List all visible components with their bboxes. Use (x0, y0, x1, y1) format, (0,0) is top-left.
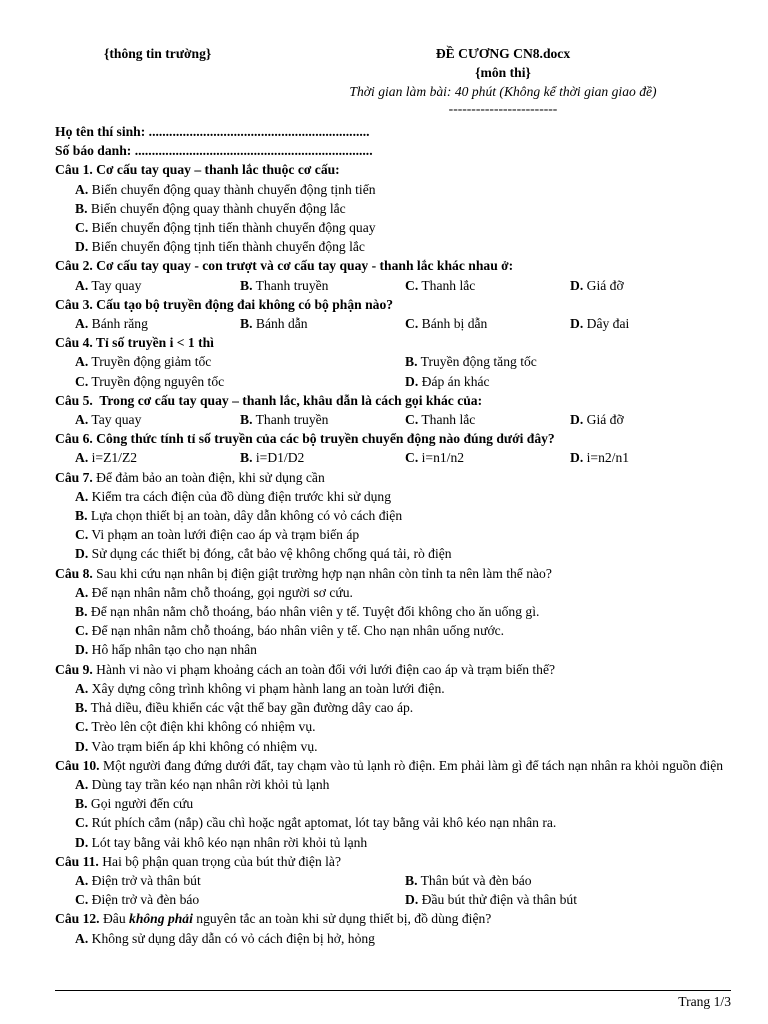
option-d (405, 890, 735, 909)
options-row (55, 890, 735, 909)
student-name-label: Họ tên thí sinh: (55, 124, 146, 139)
option-d (55, 737, 735, 756)
page-number: Trang 1/3 (678, 994, 731, 1009)
option-letter: A. (75, 412, 89, 428)
option-letter: B. (75, 508, 88, 524)
option-letter: B. (75, 604, 88, 620)
option-d (570, 276, 735, 295)
option-d (405, 372, 735, 391)
option-c (405, 448, 570, 467)
option-text: Thanh truyền (255, 412, 329, 428)
question-5 (55, 391, 735, 410)
option-d (570, 314, 735, 333)
options-row (55, 314, 735, 333)
options-row (55, 372, 735, 391)
question-2 (55, 256, 735, 275)
option-a (55, 775, 735, 794)
question-7 (55, 468, 735, 487)
option-letter: B. (240, 277, 253, 293)
question-6 (55, 429, 735, 448)
option-c (75, 372, 405, 391)
options-row (55, 410, 735, 429)
option-letter: D. (570, 316, 584, 332)
option-a (75, 871, 405, 890)
option-text: i=Z1/Z2 (91, 450, 138, 466)
option-d (55, 544, 735, 563)
option-text: Biến chuyển động quay thành chuyển động lắc (90, 200, 346, 216)
question-text: Cấu tạo bộ truyền động đai không có bộ phận nào? (92, 296, 394, 312)
option-a (55, 679, 735, 698)
option-a (55, 180, 735, 199)
option-text: i=n1/n2 (421, 450, 465, 466)
option-letter: B. (75, 796, 88, 812)
option-text: Thanh lắc (421, 412, 476, 428)
question-number: Câu 6. (55, 431, 93, 447)
option-letter: A. (75, 450, 89, 466)
option-text: Vào trạm biến áp khi không có nhiệm vụ. (91, 738, 318, 754)
option-a (55, 929, 735, 948)
question-text: Cơ cấu tay quay – thanh lắc thuộc cơ cấu: (92, 162, 340, 178)
option-text: Không sử dụng dây dẫn có vỏ cách điện bị hở, hỏng (91, 930, 375, 946)
option-d (55, 640, 735, 659)
option-letter: A. (75, 584, 89, 600)
option-text: Rút phích cắm (nắp) cầu chì hoặc ngắt aptomat, lót tay bằng vải khô kéo nạn nhân ra. (91, 815, 557, 831)
option-text: Biến chuyển động tịnh tiến thành chuyển động lắc (91, 239, 365, 255)
option-d (55, 833, 735, 852)
student-id-dots: ...................................................................... (131, 143, 373, 159)
option-b (55, 199, 735, 218)
option-text: Xây dựng công trình không vi phạm hành lang an toàn lưới điện. (91, 680, 445, 696)
option-c (405, 276, 570, 295)
question-8 (55, 564, 735, 583)
option-letter: D. (405, 892, 419, 908)
option-d (570, 448, 735, 467)
question-text: Công thức tính tỉ số truyền của các bộ truyền chuyển động nào đúng dưới đây? (92, 431, 555, 447)
student-name-dots: ................................................................. (145, 124, 370, 139)
question-4 (55, 333, 735, 352)
options-row (55, 871, 735, 890)
option-a (75, 352, 405, 371)
option-a (55, 583, 735, 602)
question-text: Hành vi nào vi phạm khoảng cách an toàn đối với lưới điện cao áp và trạm biến thế? (92, 661, 556, 677)
option-letter: C. (75, 815, 89, 831)
question-text: Một người đang đứng dưới đất, tay chạm vào tủ lạnh rò điện. Em phải làm gì để tách nạn nhân ra khỏi nguồn điện (99, 757, 724, 773)
header-left: {thông tin trường} (104, 46, 212, 61)
option-text: Truyền động giảm tốc (91, 354, 212, 370)
option-c (75, 890, 405, 909)
question-text: Cơ cấu tay quay - con trượt và cơ cấu tay quay - thanh lắc khác nhau ở: (92, 258, 514, 274)
option-text: Thả diều, điều khiển các vật thể bay gần đường dây cao áp. (90, 700, 414, 716)
option-c (55, 525, 735, 544)
option-text: Bánh bị dẫn (421, 316, 488, 332)
option-b (55, 602, 735, 621)
option-letter: D. (75, 834, 89, 850)
option-letter: A. (75, 776, 89, 792)
option-letter: D. (570, 450, 584, 466)
document-title: ĐỀ CƯƠNG CN8.docx (435, 46, 571, 61)
option-text: Bánh răng (91, 316, 148, 332)
option-text: Điện trở và thân bút (91, 872, 201, 888)
option-b (55, 506, 735, 525)
question-text: Trong cơ cấu tay quay – thanh lắc, khâu dẫn là cách gọi khác của: (92, 392, 483, 408)
question-11 (55, 852, 735, 871)
option-a (75, 314, 240, 333)
question-10 (55, 756, 735, 775)
exam-content (55, 122, 735, 948)
option-text: Biến chuyển động quay thành chuyển động tịnh tiến (91, 181, 376, 197)
question-12 (55, 909, 735, 928)
option-letter: D. (570, 412, 584, 428)
question-3 (55, 295, 735, 314)
option-text: Truyền động tăng tốc (420, 354, 537, 370)
option-c (405, 314, 570, 333)
option-letter: B. (405, 872, 418, 888)
option-c (55, 717, 735, 736)
option-b (405, 871, 735, 890)
option-letter: C. (75, 527, 89, 543)
options-row (55, 276, 735, 295)
question-number: Câu 12. (55, 911, 100, 927)
option-letter: D. (75, 642, 89, 658)
option-b (240, 314, 405, 333)
option-letter: A. (75, 354, 89, 370)
option-c (55, 813, 735, 832)
question-number: Câu 11. (55, 853, 99, 869)
question-number: Câu 5. (55, 392, 93, 408)
option-b (240, 448, 405, 467)
question-number: Câu 7. (55, 469, 93, 485)
option-b (55, 794, 735, 813)
option-text: Hô hấp nhân tạo cho nạn nhân (91, 642, 257, 658)
option-letter: B. (405, 354, 418, 370)
option-letter: C. (75, 373, 89, 389)
option-text: Lựa chọn thiết bị an toàn, dây dẫn không có vỏ cách điện (90, 508, 403, 524)
option-letter: A. (75, 680, 89, 696)
option-text: Lót tay bằng vải khô kéo nạn nhân rời khỏi tủ lạnh (91, 834, 368, 850)
option-letter: B. (75, 200, 88, 216)
option-text: Đáp án khác (421, 373, 490, 389)
option-letter: C. (75, 892, 89, 908)
option-text: i=D1/D2 (255, 450, 305, 466)
option-b (240, 410, 405, 429)
option-letter: D. (570, 277, 584, 293)
option-text: Truyền động nguyên tốc (91, 373, 225, 389)
option-a (75, 410, 240, 429)
question-number: Câu 1. (55, 162, 93, 178)
question-number: Câu 2. (55, 258, 93, 274)
question-number: Câu 4. (55, 335, 93, 351)
question-text: Để đảm bảo an toàn điện, khi sử dụng cần (92, 469, 325, 485)
option-letter: C. (75, 220, 89, 236)
question-text: Hai bộ phận quan trọng của bút thử điện là? (98, 853, 341, 869)
question-number: Câu 10. (55, 757, 100, 773)
option-text: Sử dụng các thiết bị đóng, cắt bảo vệ không chống quá tải, rò điện (91, 546, 452, 562)
student-name-line (55, 122, 735, 141)
option-text: Đầu bút thử điện và thân bút (421, 892, 577, 908)
question-9 (55, 660, 735, 679)
question-emphasis: không phải (129, 911, 193, 927)
option-text: Để nạn nhân nằm chỗ thoáng, gọi người sơ cứu. (91, 584, 353, 600)
option-text: Gọi người đến cứu (90, 796, 194, 812)
option-d (55, 237, 735, 256)
option-text: Thân bút và đèn báo (420, 872, 532, 888)
option-text: Bánh dẫn (255, 316, 308, 332)
option-text: Biến chuyển động tịnh tiến thành chuyển động quay (91, 220, 376, 236)
question-number: Câu 9. (55, 661, 93, 677)
option-text: Tay quay (91, 277, 142, 293)
option-text: Thanh lắc (421, 277, 476, 293)
student-id-line (55, 141, 735, 160)
option-letter: B. (240, 316, 253, 332)
header-divider: ------------------------ (448, 100, 558, 116)
option-text: Điện trở và đèn báo (91, 892, 200, 908)
option-letter: D. (75, 738, 89, 754)
option-text: Dùng tay trần kéo nạn nhân rời khỏi tủ lạnh (91, 776, 330, 792)
option-text: Thanh truyền (255, 277, 329, 293)
option-b (240, 276, 405, 295)
option-text: Để nạn nhân nằm chỗ thoáng, báo nhân viên y tế. Tuyệt đối không cho ăn uống gì. (90, 604, 540, 620)
option-letter: C. (75, 623, 89, 639)
option-c (55, 621, 735, 640)
options-row (55, 448, 735, 467)
option-a (75, 276, 240, 295)
option-a (75, 448, 240, 467)
option-b (405, 352, 735, 371)
option-text: Tay quay (91, 412, 142, 428)
option-letter: A. (75, 277, 89, 293)
question-text: nguyên tắc an toàn khi sử dụng thiết bị, đồ dùng điện? (192, 911, 492, 927)
question-text: Đâu (99, 911, 130, 927)
option-a (55, 487, 735, 506)
option-letter: D. (75, 239, 89, 255)
option-letter: C. (405, 316, 419, 332)
options-row (55, 352, 735, 371)
question-number: Câu 8. (55, 565, 93, 581)
option-c (405, 410, 570, 429)
subject-label: {môn thi} (475, 65, 531, 81)
option-text: Để nạn nhân nằm chỗ thoáng, báo nhân viên y tế. Cho nạn nhân uống nước. (91, 623, 505, 639)
time-note: Thời gian làm bài: 40 phút (Không kể thời gian giao đề) (349, 84, 657, 100)
student-id-label: Số báo danh: (55, 143, 132, 159)
option-text: Dây đai (586, 316, 630, 332)
header-right (318, 44, 688, 115)
option-letter: A. (75, 316, 89, 332)
option-letter: C. (405, 450, 419, 466)
option-letter: C. (405, 412, 419, 428)
question-number: Câu 3. (55, 296, 93, 312)
option-letter: B. (240, 412, 253, 428)
question-text: Tỉ số truyền i < 1 thì (92, 335, 214, 351)
option-d (570, 410, 735, 429)
option-letter: C. (405, 277, 419, 293)
option-text: Vi phạm an toàn lưới điện cao áp và trạm biến áp (91, 527, 360, 543)
option-text: Giá đỡ (586, 412, 624, 428)
option-text: Trèo lên cột điện khi không có nhiệm vụ. (91, 719, 316, 735)
option-b (55, 698, 735, 717)
option-c (55, 218, 735, 237)
option-letter: A. (75, 872, 89, 888)
option-letter: B. (75, 700, 88, 716)
option-letter: A. (75, 930, 89, 946)
option-letter: C. (75, 719, 89, 735)
option-text: i=n2/n1 (586, 450, 630, 466)
question-1 (55, 160, 735, 179)
option-letter: D. (75, 546, 89, 562)
question-text: Sau khi cứu nạn nhân bị điện giật trường hợp nạn nhân còn tỉnh ta nên làm thế nào? (92, 565, 552, 581)
option-letter: A. (75, 181, 89, 197)
option-text: Kiểm tra cách điện của đồ dùng điện trước khi sử dụng (91, 488, 392, 504)
footer-divider (55, 990, 731, 991)
option-letter: B. (240, 450, 253, 466)
option-text: Giá đỡ (586, 277, 624, 293)
option-letter: D. (405, 373, 419, 389)
option-letter: A. (75, 488, 89, 504)
